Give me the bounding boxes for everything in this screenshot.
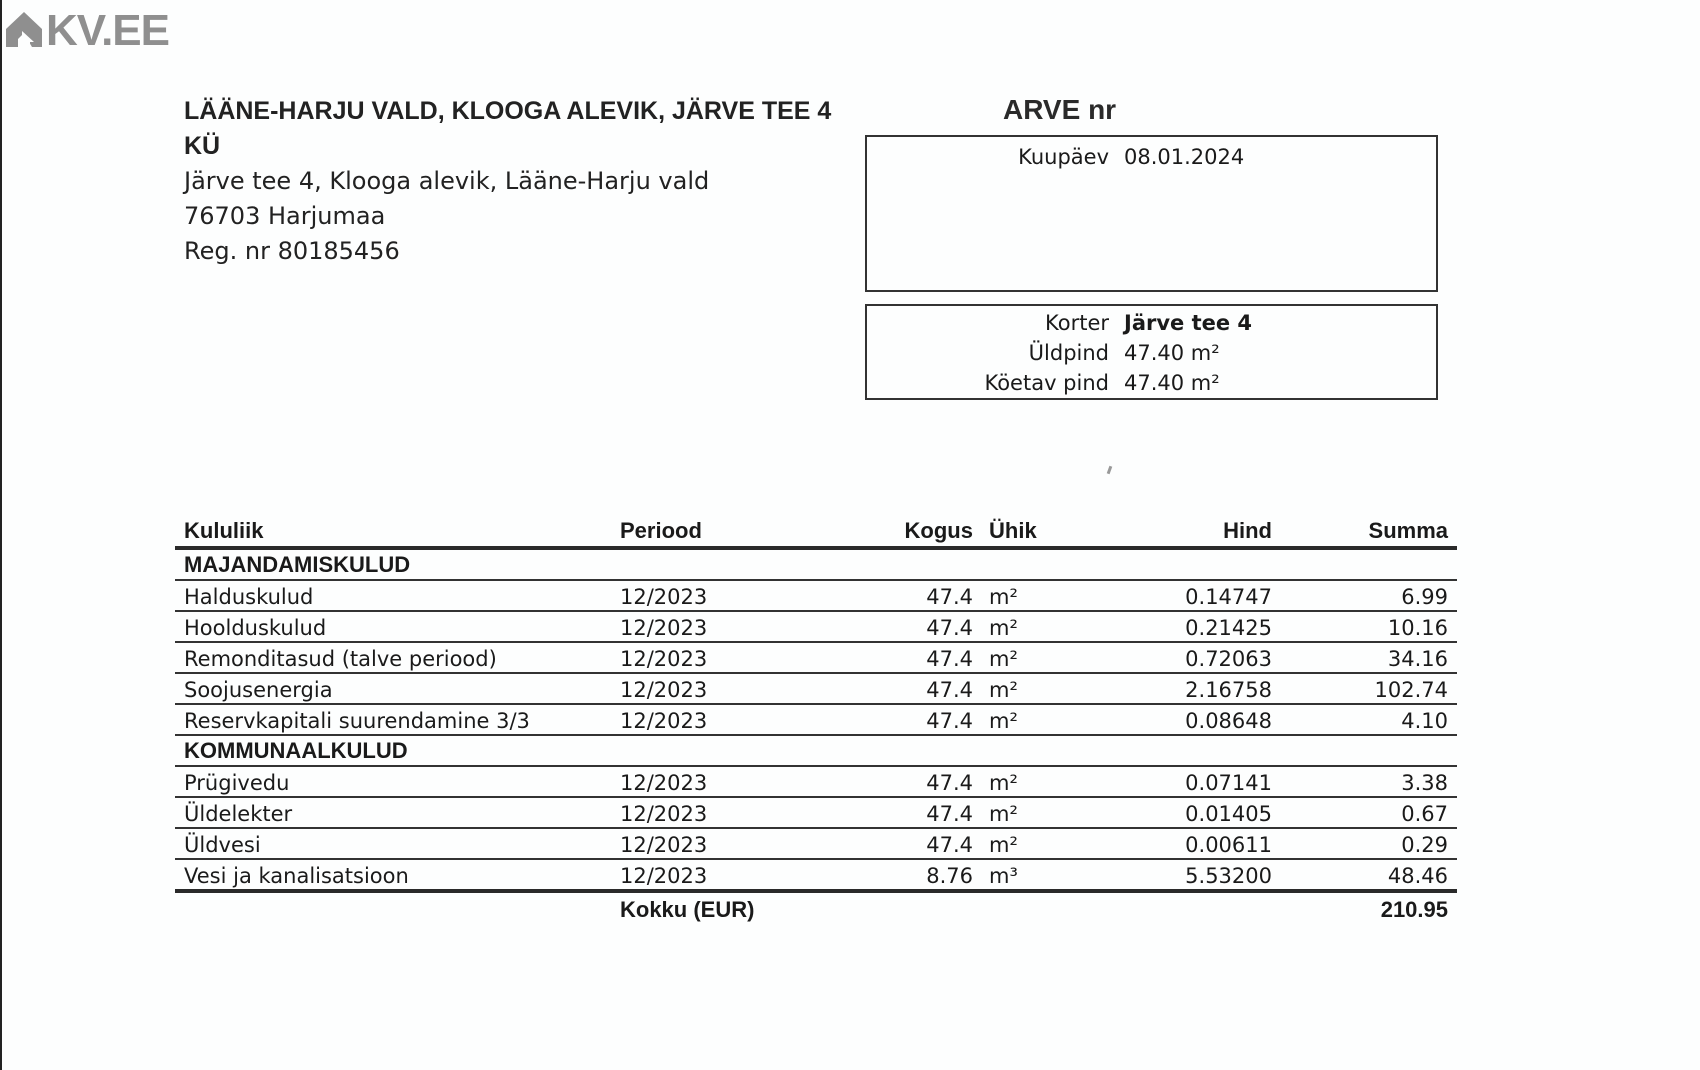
charges-table	[175, 510, 1457, 927]
row-qty: 8.76	[926, 864, 973, 888]
organization-postal: 76703 Harjumaa	[184, 202, 386, 230]
row-price: 0.00611	[1185, 833, 1272, 857]
table-row	[175, 674, 1457, 705]
section-title: MAJANDAMISKULUD	[184, 552, 411, 577]
row-qty: 47.4	[926, 616, 973, 640]
row-sum: 0.29	[1401, 833, 1448, 857]
row-sum: 34.16	[1387, 647, 1448, 671]
row-unit: m²	[989, 616, 1018, 640]
row-unit: m²	[989, 802, 1018, 826]
row-qty: 47.4	[926, 709, 973, 733]
header-uhik: Ühik	[989, 518, 1037, 543]
koetav-pind-label: Köetav pind	[984, 371, 1109, 395]
row-price: 5.53200	[1185, 864, 1272, 888]
row-name: Vesi ja kanalisatsioon	[184, 864, 409, 888]
table-row	[175, 798, 1457, 829]
row-sum: 102.74	[1374, 678, 1448, 702]
korter-label: Korter	[1045, 311, 1109, 335]
header-kogus: Kogus	[904, 518, 973, 543]
kv-ee-logo	[4, 6, 170, 55]
table-row	[175, 643, 1457, 674]
invoice-date-row	[867, 142, 1436, 172]
organization-name: LÄÄNE-HARJU VALD, KLOOGA ALEVIK, JÄRVE TEE 4 KÜ	[184, 97, 832, 160]
row-name: Halduskulud	[184, 585, 314, 609]
section-title: KOMMUNAALKULUD	[184, 738, 408, 763]
row-sum: 0.67	[1401, 802, 1448, 826]
uldpind-value: 47.40 m²	[1124, 341, 1220, 365]
row-price: 0.07141	[1185, 771, 1272, 795]
header-summa: Summa	[1368, 518, 1448, 543]
row-qty: 47.4	[926, 585, 973, 609]
row-qty: 47.4	[926, 802, 973, 826]
total-row	[175, 893, 1457, 927]
page-left-edge	[0, 0, 2, 1070]
section-header-majandamiskulud	[175, 550, 1457, 581]
row-unit: m²	[989, 709, 1018, 733]
row-price: 2.16758	[1185, 678, 1272, 702]
row-unit: m³	[989, 864, 1018, 888]
row-qty: 47.4	[926, 647, 973, 671]
table-row	[175, 705, 1457, 736]
header-kululiik: Kululiik	[184, 518, 264, 543]
row-unit: m²	[989, 833, 1018, 857]
organization-block	[184, 94, 864, 269]
organization-address: Järve tee 4, Klooga alevik, Lääne-Harju vald	[184, 167, 710, 195]
row-sum: 48.46	[1387, 864, 1448, 888]
row-qty: 47.4	[926, 678, 973, 702]
row-period: 12/2023	[620, 678, 708, 702]
section-header-kommunaalkulud	[175, 736, 1457, 767]
logo-text: KV.EE	[46, 6, 170, 55]
table-row	[175, 581, 1457, 612]
row-name: Hoolduskulud	[184, 616, 327, 640]
row-name: Reservkapitali suurendamine 3/3	[184, 709, 530, 733]
table-row	[175, 612, 1457, 643]
invoice-title: ARVE nr	[1003, 94, 1117, 125]
row-period: 12/2023	[620, 802, 708, 826]
house-cursor-icon	[4, 9, 44, 53]
row-price: 0.72063	[1185, 647, 1272, 671]
apartment-info-box	[865, 304, 1438, 400]
row-price: 0.21425	[1185, 616, 1272, 640]
korter-row	[867, 308, 1436, 338]
row-period: 12/2023	[620, 833, 708, 857]
header-hind: Hind	[1223, 518, 1272, 543]
row-unit: m²	[989, 647, 1018, 671]
row-qty: 47.4	[926, 771, 973, 795]
table-row	[175, 829, 1457, 860]
koetav-pind-row	[867, 368, 1436, 398]
row-period: 12/2023	[620, 864, 708, 888]
row-qty: 47.4	[926, 833, 973, 857]
row-name: Remonditasud (talve periood)	[184, 647, 497, 671]
row-period: 12/2023	[620, 771, 708, 795]
row-period: 12/2023	[620, 585, 708, 609]
header-periood: Periood	[620, 518, 702, 543]
invoice-date-label: Kuupäev	[1018, 145, 1109, 169]
korter-value: Järve tee 4	[1124, 311, 1253, 335]
invoice-info-box	[865, 135, 1438, 292]
uldpind-label: Üldpind	[1028, 341, 1109, 365]
row-period: 12/2023	[620, 709, 708, 733]
row-price: 0.08648	[1185, 709, 1272, 733]
row-unit: m²	[989, 585, 1018, 609]
row-unit: m²	[989, 678, 1018, 702]
row-price: 0.01405	[1185, 802, 1272, 826]
total-label: Kokku (EUR)	[620, 897, 755, 922]
row-period: 12/2023	[620, 616, 708, 640]
row-name: Prügivedu	[184, 771, 290, 795]
koetav-pind-value: 47.40 m²	[1124, 371, 1220, 395]
row-name: Soojusenergia	[184, 678, 333, 702]
row-sum: 3.38	[1401, 771, 1448, 795]
organization-reg-nr: Reg. nr 80185456	[184, 237, 400, 265]
row-price: 0.14747	[1185, 585, 1272, 609]
row-name: Üldelekter	[184, 802, 293, 826]
table-header	[175, 510, 1457, 550]
row-unit: m²	[989, 771, 1018, 795]
row-sum: 10.16	[1387, 616, 1448, 640]
table-row	[175, 860, 1457, 893]
scan-speck	[1107, 466, 1113, 475]
row-name: Üldvesi	[184, 833, 261, 857]
total-value: 210.95	[1380, 897, 1448, 922]
row-sum: 4.10	[1401, 709, 1448, 733]
invoice-date-value: 08.01.2024	[1124, 145, 1245, 169]
row-sum: 6.99	[1401, 585, 1448, 609]
row-period: 12/2023	[620, 647, 708, 671]
table-row	[175, 767, 1457, 798]
uldpind-row	[867, 338, 1436, 368]
